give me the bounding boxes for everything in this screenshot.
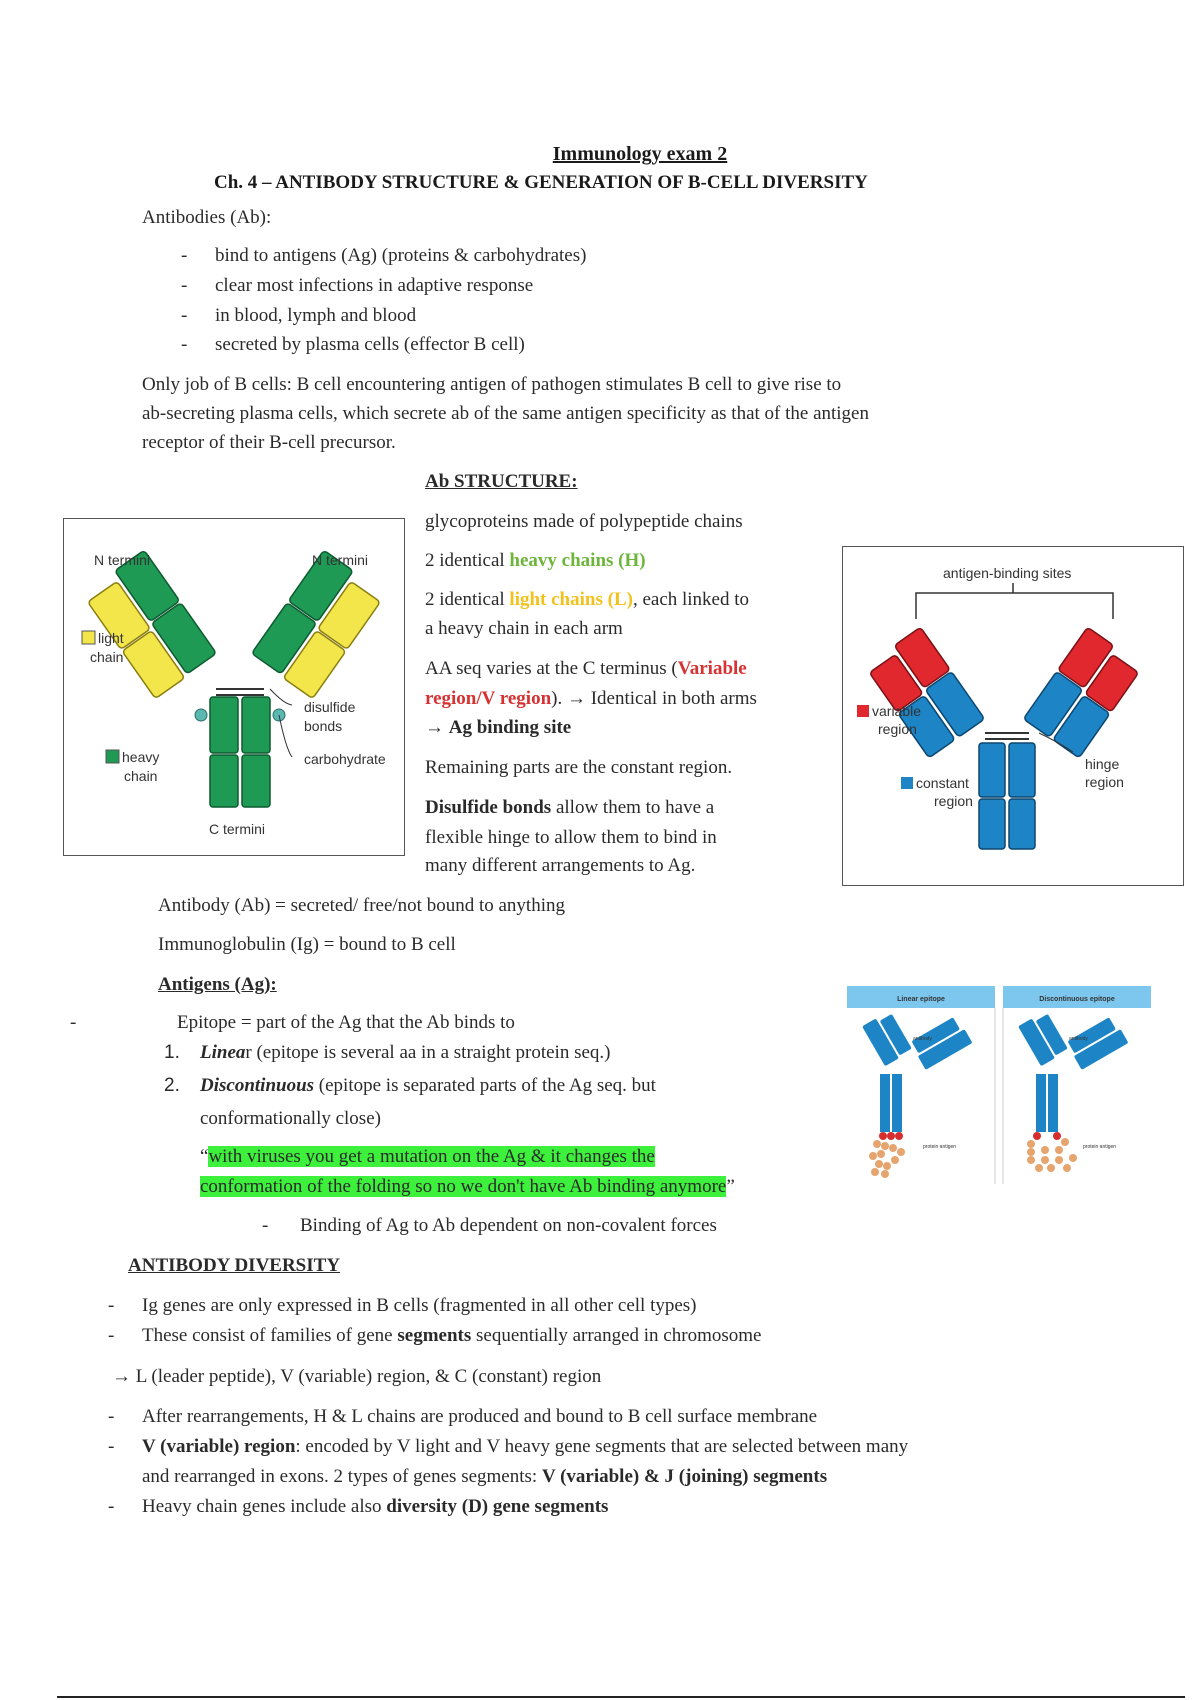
antibody-diagram-hl: [63, 518, 405, 856]
def-antibody: Antibody (Ab) = secreted/ free/not bound to anything: [158, 895, 565, 916]
def-immunoglobulin: Immunoglobulin (Ig) = bound to B cell: [158, 934, 456, 955]
label-discontinuous-epitope: Discontinuous epitope: [1039, 996, 1115, 1003]
footer-rule: [57, 1696, 1185, 1698]
highlight-quote-line2: conformation of the folding so no we don't have Ab binding anymore”: [200, 1176, 735, 1197]
antigens-heading: Antigens (Ag):: [158, 974, 277, 995]
structure-heading: Ab STRUCTURE:: [425, 471, 578, 492]
list-item: - Heavy chain genes include also diversity (D) gene segments: [142, 1492, 608, 1521]
stem: [195, 689, 285, 807]
list-number: 1.: [164, 1042, 180, 1063]
structure-line: glycoproteins made of polypeptide chains: [425, 511, 743, 532]
list-number: 2.: [164, 1075, 180, 1096]
label-disulfide: disulfide: [304, 699, 356, 715]
diversity-heading: ANTIBODY DIVERSITY: [128, 1255, 341, 1276]
antibody-hl-svg: [64, 519, 404, 855]
paragraph-line: Only job of B cells: B cell encountering antigen of pathogen stimulates B cell to give rise to: [142, 374, 842, 395]
arrow-line: → L (leader peptide), V (variable) region, & C (constant) region: [112, 1366, 602, 1387]
antibody-diagram-variable-constant: [842, 546, 1184, 886]
heavy-chain-swatch: [106, 750, 119, 763]
label-hinge: hinge: [1085, 756, 1120, 772]
structure-line: a heavy chain in each arm: [425, 618, 623, 639]
epitope-diagram: [845, 984, 1153, 1184]
dash-marker: -: [70, 1012, 77, 1033]
disulfide-pointer: [270, 689, 292, 757]
right-arm: [1023, 627, 1143, 758]
structure-line: Remaining parts are the constant region.: [425, 757, 733, 778]
list-item: - After rearrangements, H & L chains are produced and bound to B cell surface membrane: [142, 1402, 817, 1431]
right-arm: [250, 550, 386, 698]
label-heavy-chain: chain: [124, 768, 158, 784]
page-title: Immunology exam 2: [552, 143, 728, 165]
light-chain-swatch: [82, 631, 95, 644]
list-item: - Ig genes are only expressed in B cells (fragmented in all other cell types): [142, 1291, 697, 1320]
label-light-chain: chain: [90, 649, 124, 665]
label-variable: variable: [872, 703, 922, 719]
label-n-termini-left: N termini: [94, 552, 151, 568]
epitope-svg: [845, 984, 1153, 1184]
label-carbohydrate: carbohydrate: [304, 751, 386, 767]
list-item-cont: conformationally close): [200, 1108, 381, 1129]
epitope-line: Epitope = part of the Ag that the Ab binds to: [177, 1012, 515, 1033]
structure-line: → Ag binding site: [425, 717, 572, 738]
list-item: - These consist of families of gene segments sequentially arranged in chromosome: [142, 1321, 761, 1350]
structure-line: many different arrangements to Ag.: [425, 855, 696, 876]
label-constant-region: region: [934, 793, 973, 809]
discontinuous-antigen: [1027, 1132, 1116, 1172]
structure-line: Disulfide bonds allow them to have a: [425, 797, 715, 818]
label-light: light: [98, 630, 124, 646]
structure-line: AA seq varies at the C terminus (Variable: [425, 658, 747, 679]
list-item-cont: and rearranged in exons. 2 types of genes segments: V (variable) & J (joining) segments: [142, 1466, 828, 1487]
paragraph-line: receptor of their B-cell precursor.: [142, 432, 396, 453]
label-constant: constant: [916, 775, 969, 791]
chapter-title: Ch. 4 – ANTIBODY STRUCTURE & GENERATION OF B-CELL DIVERSITY: [214, 172, 868, 193]
list-item: - in blood, lymph and blood: [215, 301, 416, 330]
label-protein-antigen-linear: protein antigen: [923, 1144, 957, 1150]
label-heavy: heavy: [122, 749, 160, 765]
left-arm: [865, 627, 985, 758]
list-item: - V (variable) region: encoded by V light and V heavy gene segments that are selected between many: [142, 1432, 908, 1461]
discontinuous-antibody: [1018, 1010, 1128, 1132]
left-arm: [82, 550, 218, 698]
antibodies-heading: Antibodies (Ab):: [142, 207, 272, 228]
structure-line: flexible hinge to allow them to bind in: [425, 827, 717, 848]
highlight-quote-line1: “with viruses you get a mutation on the Ag & it changes the: [200, 1146, 655, 1167]
paragraph-line: ab-secreting plasma cells, which secrete ab of the same antigen specificity as that of the antigen: [142, 403, 869, 424]
label-hinge-region: region: [1085, 774, 1124, 790]
variable-swatch: [857, 705, 869, 717]
label-binding-sites: antigen-binding sites: [943, 565, 1072, 581]
label-protein-antigen-discontinuous: protein antigen: [1083, 1144, 1117, 1150]
list-item: - bind to antigens (Ag) (proteins & carbohydrates): [215, 241, 586, 270]
structure-line: 2 identical heavy chains (H): [425, 550, 646, 571]
binding-sites-bracket: [916, 593, 1113, 619]
stem: [979, 733, 1035, 849]
dash-marker: -: [262, 1215, 269, 1236]
label-antibody-linear: antibody: [913, 1036, 932, 1042]
label-bonds: bonds: [304, 718, 343, 734]
label-n-termini-right: N termini: [312, 552, 369, 568]
linear-antibody: [862, 1010, 972, 1132]
list-item: - secreted by plasma cells (effector B cell): [215, 330, 525, 359]
label-c-termini: C termini: [209, 821, 266, 837]
antibody-vc-svg: [843, 547, 1183, 885]
label-variable-region: region: [878, 721, 917, 737]
structure-line: region/V region). → Identical in both arms: [425, 688, 757, 709]
list-item-discontinuous: Discontinuous (epitope is separated parts of the Ag seq. but: [200, 1075, 656, 1096]
linear-antigen: [869, 1132, 956, 1178]
label-linear-epitope: Linear epitope: [897, 996, 945, 1003]
list-item: - clear most infections in adaptive response: [215, 271, 533, 300]
label-antibody-discontinuous: antibody: [1069, 1036, 1088, 1042]
structure-line: 2 identical light chains (L), each linked to: [425, 589, 750, 610]
binding-forces-line: Binding of Ag to Ab dependent on non-covalent forces: [300, 1215, 717, 1236]
constant-swatch: [901, 777, 913, 789]
list-item-linear: Linear (epitope is several aa in a straight protein seq.): [200, 1042, 611, 1063]
